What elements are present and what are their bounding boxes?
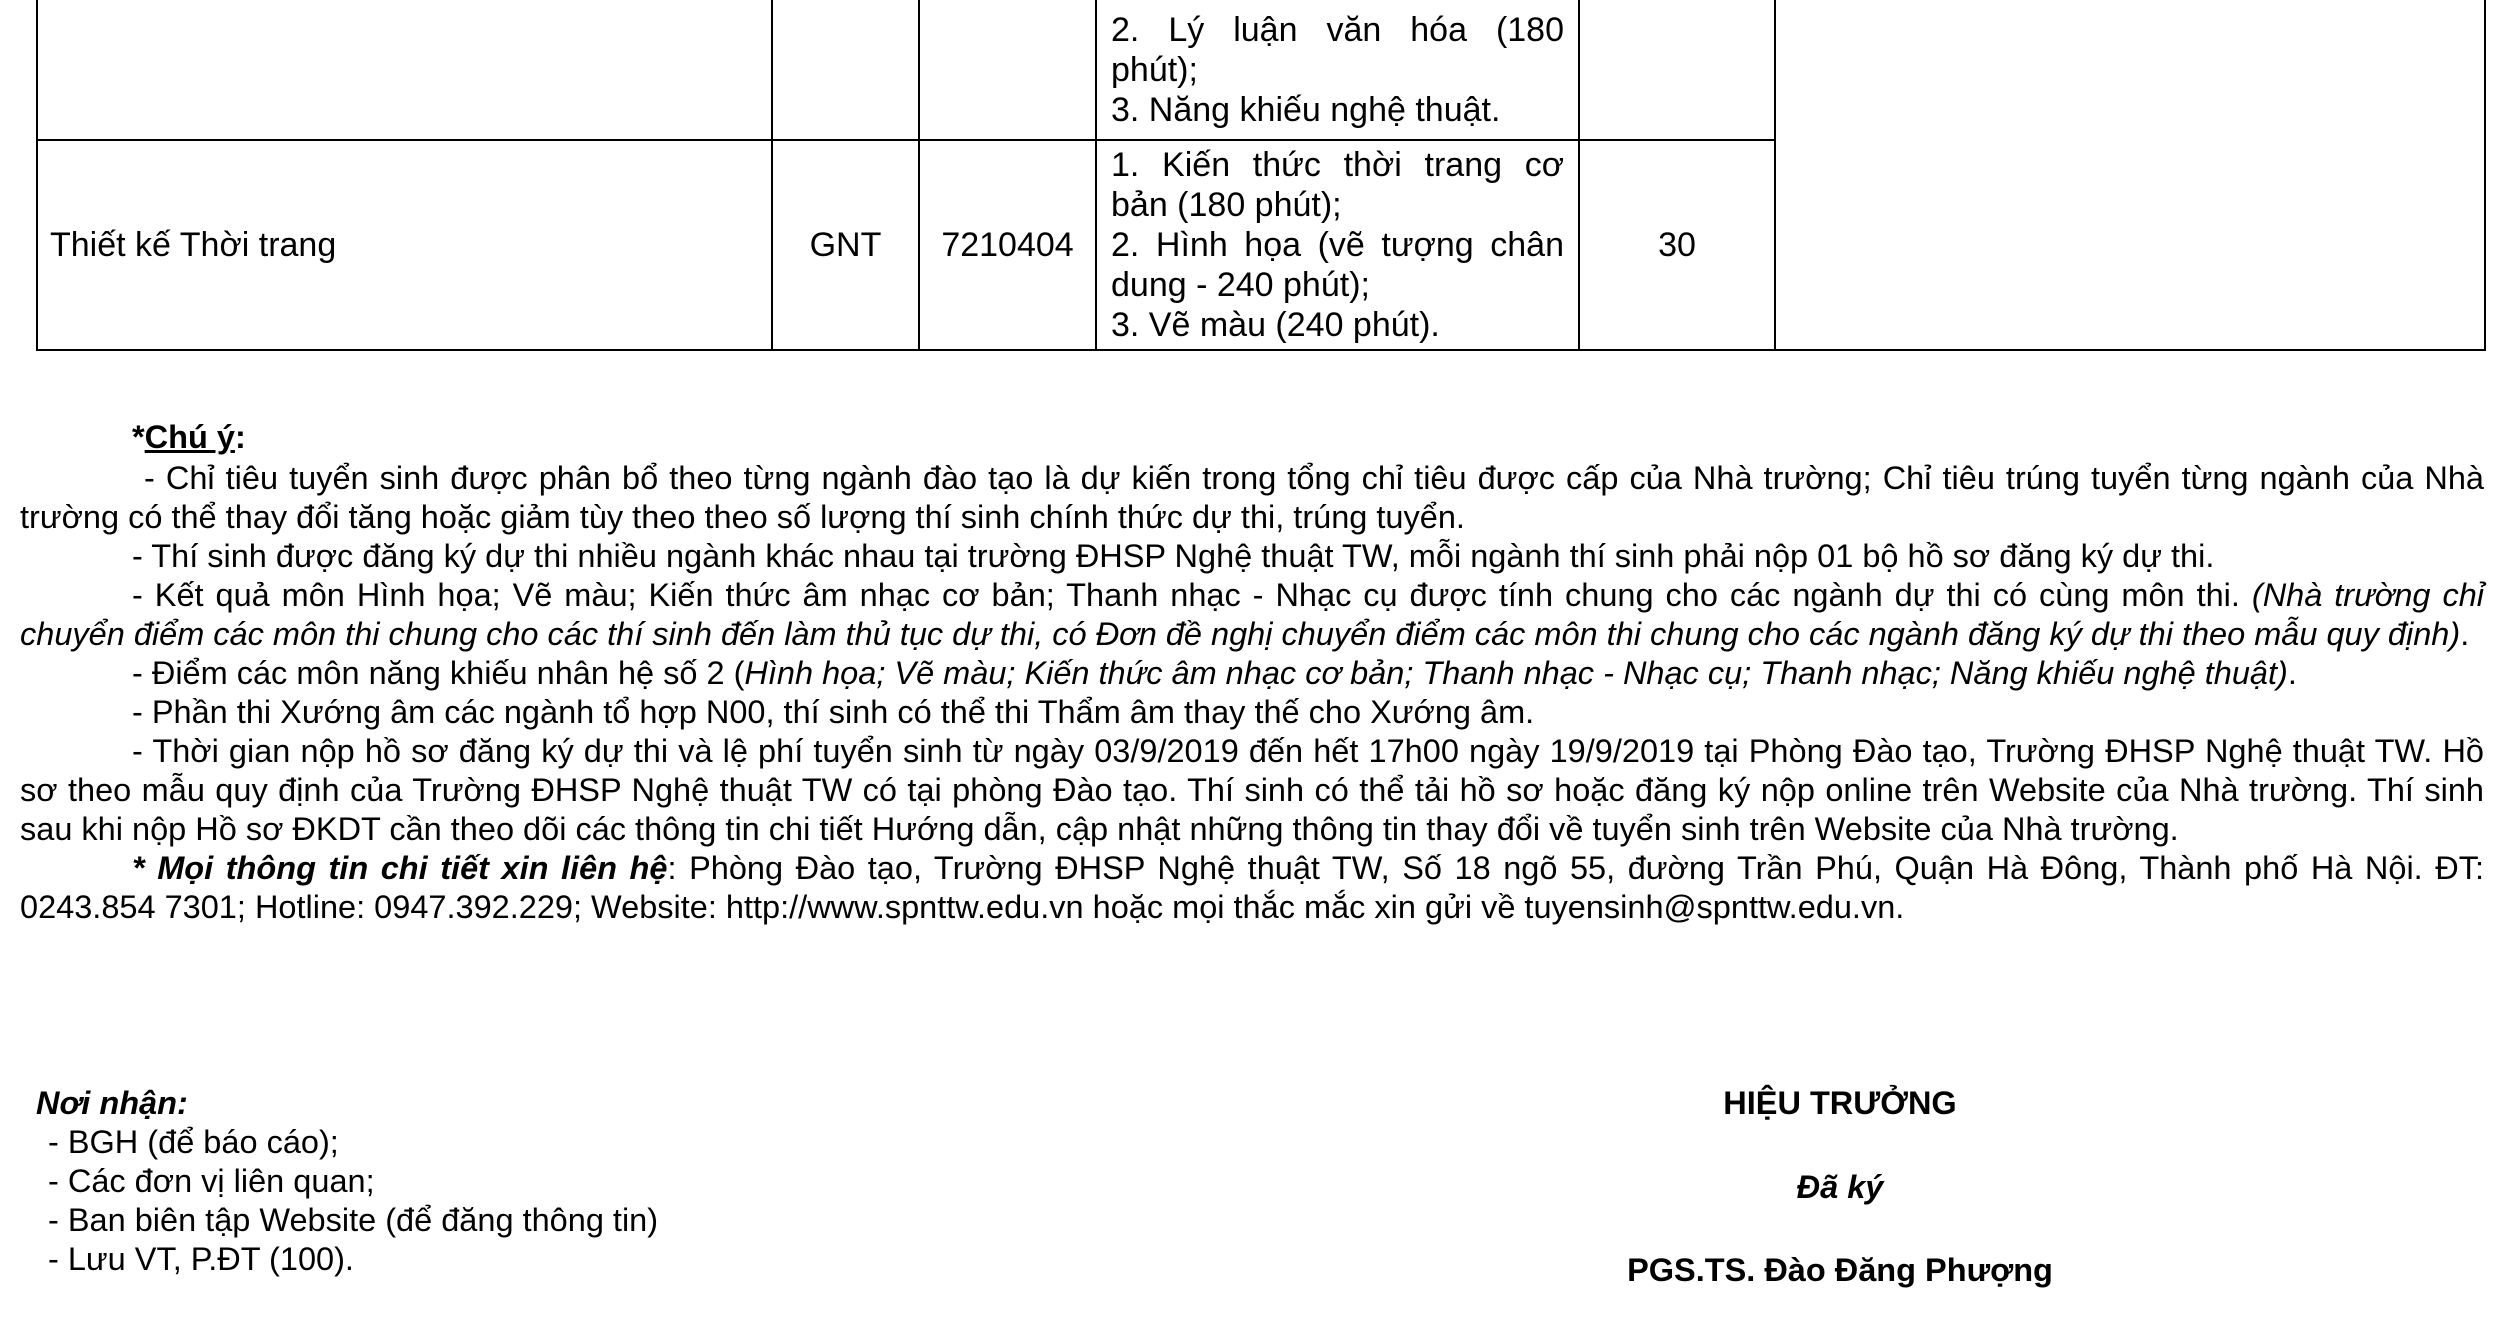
notes-title: *Chú ý: xyxy=(132,419,246,455)
note-paragraph: - Thời gian nộp hồ sơ đăng ký dự thi và lệ phí tuyển sinh từ ngày 03/9/2019 đến hết 17h00 ngày 19/9/2019 tại Phòng Đào tạo, Trường ĐHSP Nghệ thuật TW. Hồ sơ theo mẫu quy định của Trường ĐHSP Nghệ thuật TW có tại phòng Đào tạo. Thí sinh có thể tải hồ sơ hoặc đăng ký nộp online trên Website của Nhà trường. Thí sinh sau khi nộp Hồ sơ ĐKDT cần theo dõi các thông tin chi tiết Hướng dẫn, cập nhật những thông tin thay đổi về tuyển sinh trên Website của Nhà trường. xyxy=(20,733,2484,847)
exam-subjects-cell xyxy=(1096,140,1579,350)
quota-cell xyxy=(1579,0,1775,140)
recipient-item: - Lưu VT, P.ĐT (100). xyxy=(48,1241,354,1277)
subject-line: phút); xyxy=(1111,50,1198,89)
code-group-cell: GNT xyxy=(772,140,919,350)
admission-table xyxy=(36,0,2486,351)
subject-line: dung - 240 phút); xyxy=(1111,266,1370,304)
major-cell xyxy=(37,0,772,140)
subject-line: 1. Kiến thức thời trang cơ xyxy=(1111,146,1564,184)
notes-section xyxy=(20,418,2484,927)
contact-paragraph: * Mọi thông tin chi tiết xin liên hệ: Phòng Đào tạo, Trường ĐHSP Nghệ thuật TW, Số 18 ngõ 55, đường Trần Phú, Quận Hà Đông, Thành phố Hà Nội. ĐT: 0243.854 7301; Hotline: 0947.392.229; Website: http://www.spnttw.edu.vn hoặc mọi thắc mắc xin gửi về tuyensinh@spnttw.edu.vn. xyxy=(20,850,2485,925)
signature-status: Đã ký xyxy=(1796,1169,1884,1205)
recipient-item: - BGH (để báo cáo); xyxy=(48,1124,339,1160)
signer-name: PGS.TS. Đào Đăng Phượng xyxy=(1627,1252,2053,1288)
note-paragraph: - Thí sinh được đăng ký dự thi nhiều ngành khác nhau tại trường ĐHSP Nghệ thuật TW, mỗi ngành thí sinh phải nộp 01 bộ hồ sơ đăng ký dự thi. xyxy=(132,538,2215,574)
subject-line: 2. Lý luận văn hóa (180 xyxy=(1111,10,1564,49)
major-code-cell: 7210404 xyxy=(919,140,1096,350)
table-row xyxy=(37,0,2485,140)
major-code-cell xyxy=(919,0,1096,140)
note-paragraph: - Chỉ tiêu tuyển sinh được phân bổ theo từng ngành đào tạo là dự kiến trong tổng chỉ tiêu được cấp của Nhà trường; Chỉ tiêu trúng tuyển từng ngành của Nhà trường có thể thay đổi tăng hoặc giảm tùy theo theo số lượng thí sinh chính thức dự thi, trúng tuyển. xyxy=(20,460,2484,535)
code-group-cell xyxy=(772,0,919,140)
note-paragraph: - Điểm các môn năng khiếu nhân hệ số 2 (Hình họa; Vẽ màu; Kiến thức âm nhạc cơ bản; Thanh nhạc - Nhạc cụ; Thanh nhạc; Năng khiếu nghệ thuật). xyxy=(132,655,2297,691)
subject-line: 2. Hình họa (vẽ tượng chân xyxy=(1111,226,1564,264)
recipients-title: Nơi nhận: xyxy=(36,1085,188,1121)
subject-line: bản (180 phút); xyxy=(1111,186,1342,224)
recipients-block xyxy=(36,1084,658,1279)
quota-cell: 30 xyxy=(1579,140,1775,350)
subject-line: 3. Năng khiếu nghệ thuật. xyxy=(1111,90,1501,129)
note-paragraph: - Phần thi Xướng âm các ngành tổ hợp N00, thí sinh có thể thi Thẩm âm thay thế cho Xướng âm. xyxy=(132,694,1535,730)
major-cell: Thiết kế Thời trang xyxy=(37,140,772,350)
note-paragraph: - Kết quả môn Hình họa; Vẽ màu; Kiến thức âm nhạc cơ bản; Thanh nhạc - Nhạc cụ được tính chung cho các ngành dự thi có cùng môn thi. (Nhà trường chỉ chuyển điểm các môn thi chung cho các thí sinh đến làm thủ tục dự thi, có Đơn đề nghị chuyển điểm các môn thi chung cho các ngành đăng ký dự thi theo mẫu quy định). xyxy=(20,577,2484,652)
recipient-item: - Ban biên tập Website (để đăng thông tin) xyxy=(48,1202,659,1238)
exam-subjects-cell xyxy=(1096,0,1579,140)
signer-role: HIỆU TRƯỞNG xyxy=(1723,1085,1957,1121)
subject-line: 3. Vẽ màu (240 phút). xyxy=(1111,306,1440,344)
note-cell xyxy=(1775,0,2485,350)
recipient-item: - Các đơn vị liên quan; xyxy=(48,1163,375,1199)
